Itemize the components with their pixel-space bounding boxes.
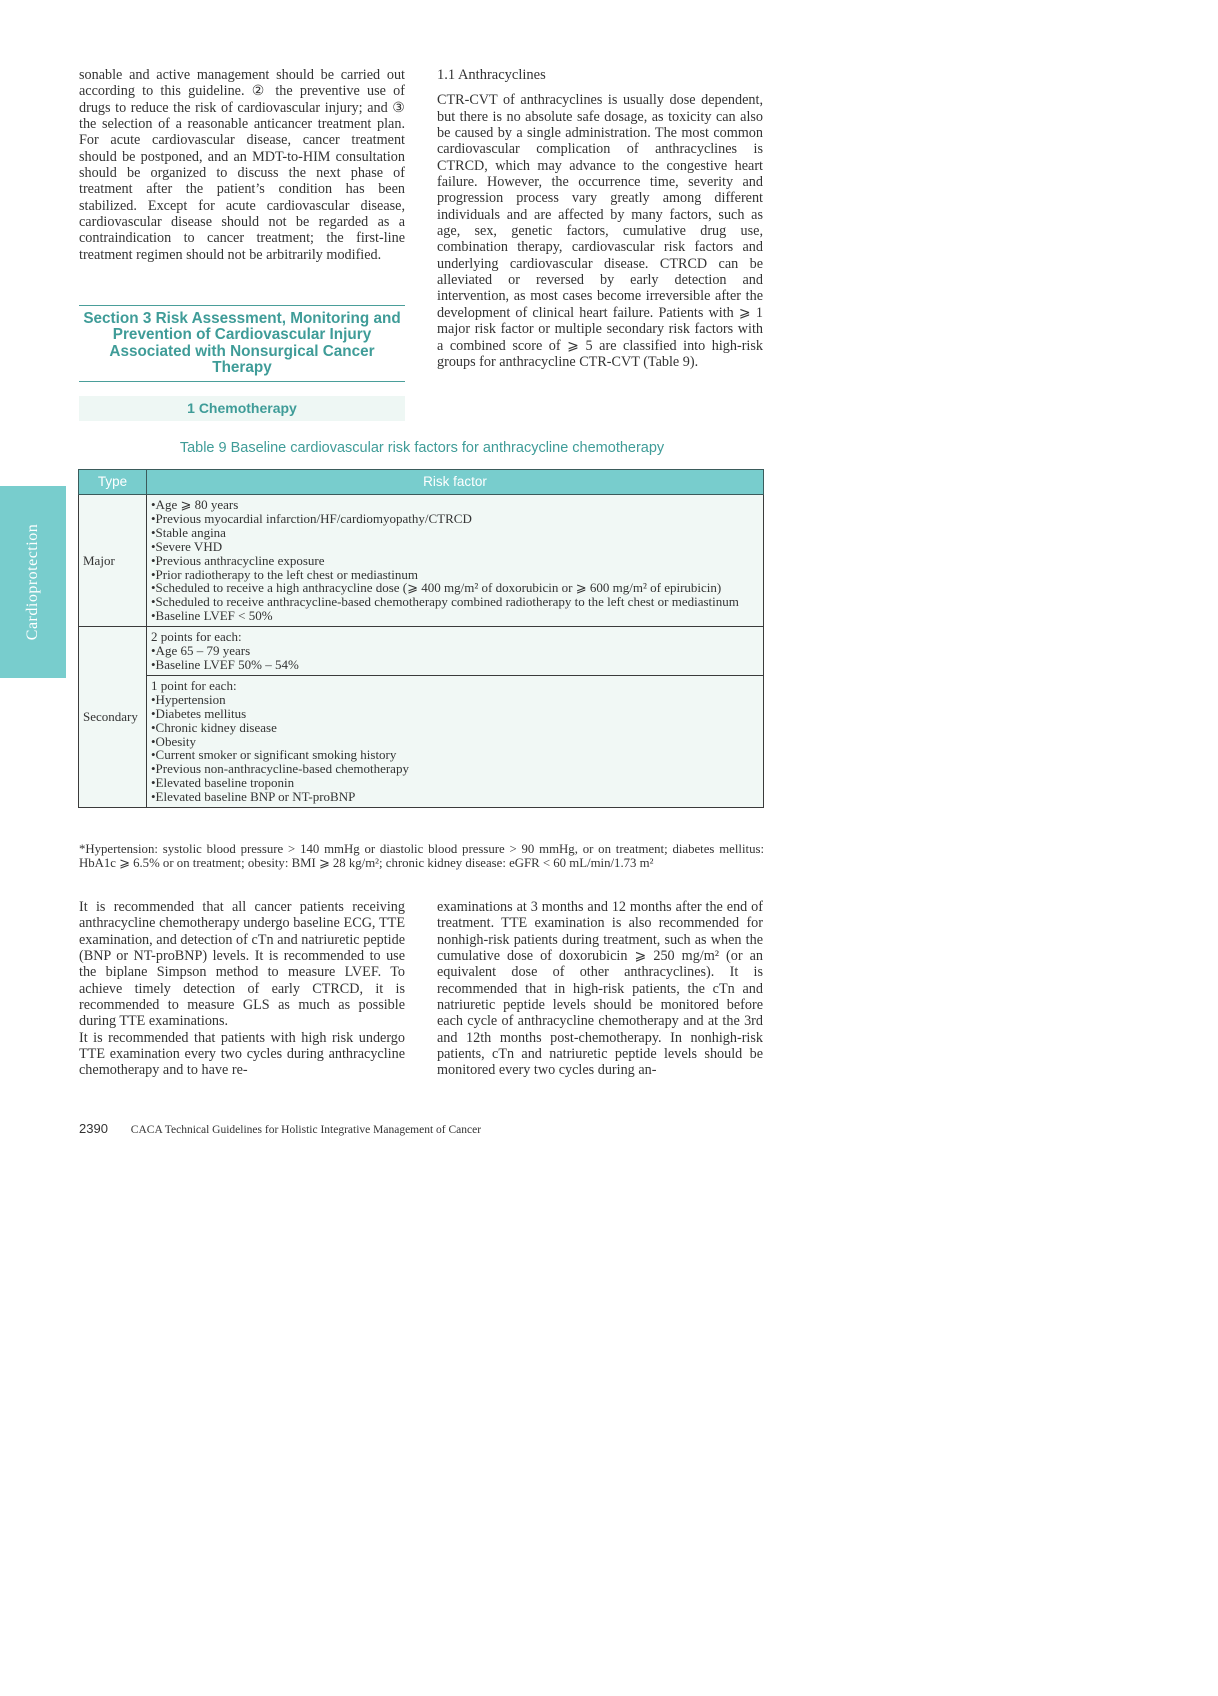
subsubsection-heading: 1.1 Anthracyclines [437, 67, 546, 83]
left-column-bottom [79, 899, 405, 1079]
risk-factor-item: •Diabetes mellitus [151, 705, 247, 721]
paragraph: sonable and active management should be carried out according to this guideline. ② the preventive use of drugs to reduce the risk of cardiovascular injury; and ③ the selection of a reasonable anticancer treatment plan. For acute cardiovascular disease, cancer treatment should be postponed, and an MDT-to-HIM consultation should be organized to discuss the next phase of treatment after the patient’s condition has been stabilized. Except for acute cardiovascular disease, cardiovascular disease should not be regarded as a contraindication to cancer treatment; the first-line treatment regimen should not be arbitrarily modified. [79, 67, 405, 263]
type-cell: Major [79, 495, 147, 627]
risk-factor-item: •Age 65 – 79 years [151, 643, 251, 659]
section-heading [79, 305, 405, 382]
right-column-bottom [437, 899, 763, 1079]
page-footer [79, 1121, 481, 1136]
risk-items-cell [147, 495, 764, 627]
risk-factor-item: •Age ⩾ 80 years [151, 497, 239, 512]
paragraph: It is recommended that all cancer patients receiving anthracycline chemotherapy undergo baseline ECG, TTE examination, and detection of cTn and natriuretic peptide (BNP or NT-proBNP) levels. It is recommended to use the biplane Simpson method to measure LVEF. To achieve timely detection of early CTRCD, it is recommended to measure GLS as much as possible during TTE examinations. [79, 899, 405, 1030]
header-risk-factor: Risk factor [147, 470, 764, 495]
risk-items-cell [147, 627, 764, 676]
risk-factor-item: •Elevated baseline troponin [151, 775, 295, 791]
table-caption: Table 9 Baseline cardiovascular risk factors for anthracycline chemotherapy [179, 440, 665, 456]
risk-factor-item: •Scheduled to receive a high anthracycline dose (⩾ 400 mg/m² of doxorubicin or ⩾ 600 mg/m² of epirubicin) [151, 580, 722, 596]
risk-factor-item: •Elevated baseline BNP or NT-proBNP [151, 789, 356, 805]
table-row-secondary-2pt [79, 627, 764, 676]
paragraph: CTR-CVT of anthracyclines is usually dose dependent, but there is no absolute safe dosage, as toxicity can also be caused by a single administration. The most common cardiovascular complication of anthracyclines is CTRCD, which may advance to the congestive heart failure. However, the occurrence time, severity and progression process vary greatly among different individuals and are affected by many factors, such as age, sex, genetic factors, cumulative drug use, combination therapy, cardiovascular risk factors and underlying cardiovascular disease. CTRCD can be alleviated or reversed by early detection and intervention, as most cases become irreversible after the development of clinical heart failure. Patients with ⩾ 1 major risk factor or multiple secondary risk factors with a combined score of ⩾ 5 are classified into high-risk groups for anthracycline CTR-CVT (Table 9). [437, 92, 763, 370]
side-tab-label: Cardioprotection [24, 523, 41, 641]
page-number: 2390 [79, 1121, 108, 1136]
risk-factor-item: •Previous myocardial infarction/HF/cardiomyopathy/CTRCD [151, 510, 472, 526]
risk-factor-item: •Previous non-anthracycline-based chemotherapy [151, 761, 409, 777]
table-row-secondary-1pt [79, 675, 764, 807]
right-column-top [437, 67, 763, 370]
risk-factor-item: •Hypertension [151, 691, 226, 707]
subsection-heading: 1 Chemotherapy [79, 396, 405, 421]
paragraph: examinations at 3 months and 12 months after the end of treatment. TTE examination is also recommended for nonhigh-risk patients during treatment, such as when the cumulative dose of doxorubicin ⩾ 250 mg/m² (or an equivalent dose of other anthracyclines). It is recommended that in high-risk patients, the cTn and natriuretic peptide levels should be monitored before each cycle of anthracycline chemotherapy and at the 3rd and 12th months post-chemotherapy. In nonhigh-risk patients, cTn and natriuretic peptide levels should be monitored every two cycles during an- [437, 899, 763, 1079]
section-side-tab [0, 486, 66, 678]
group-label: 1 point for each: [151, 677, 237, 693]
table-row-major [79, 495, 764, 627]
risk-factor-item: •Baseline LVEF < 50% [151, 608, 273, 624]
risk-items-cell [147, 675, 764, 807]
risk-factor-item: •Stable angina [151, 524, 226, 540]
type-cell: Secondary [79, 627, 147, 808]
journal-title: CACA Technical Guidelines for Holistic Integrative Management of Cancer [130, 1124, 482, 1136]
risk-factor-item: •Chronic kidney disease [151, 719, 277, 735]
risk-factor-item: •Previous anthracycline exposure [151, 552, 325, 568]
risk-factor-item: •Severe VHD [151, 538, 223, 554]
risk-factor-item: •Current smoker or significant smoking history [151, 747, 397, 763]
left-column-top [79, 67, 405, 263]
table-footnote: *Hypertension: systolic blood pressure > 140 mmHg or diastolic blood pressure > 90 mmHg, or on treatment; diabetes mellitus: HbA1c ⩾ 6.5% or on treatment; obesity: BMI ⩾ 28 kg/m²; chronic kidney disease: eGFR < 60 mL/min/1.73 m² [79, 842, 764, 870]
risk-factor-item: •Scheduled to receive anthracycline-based chemotherapy combined radiotherapy to the left chest or mediastinum [151, 594, 739, 610]
header-type: Type [79, 470, 147, 495]
group-label: 2 points for each: [151, 629, 242, 645]
paragraph: It is recommended that patients with high risk undergo TTE examination every two cycles during anthracycline chemotherapy and to have re- [79, 1029, 405, 1079]
risk-factor-table [78, 469, 764, 808]
risk-factor-item: •Prior radiotherapy to the left chest or mediastinum [151, 566, 419, 582]
risk-factor-item: •Baseline LVEF 50% – 54% [151, 656, 299, 672]
risk-factor-item: •Obesity [151, 733, 196, 749]
section-heading-text: Section 3 Risk Assessment, Monitoring and Prevention of Cardiovascular Injury Associated with Nonsurgical Cancer Therapy [83, 309, 401, 376]
